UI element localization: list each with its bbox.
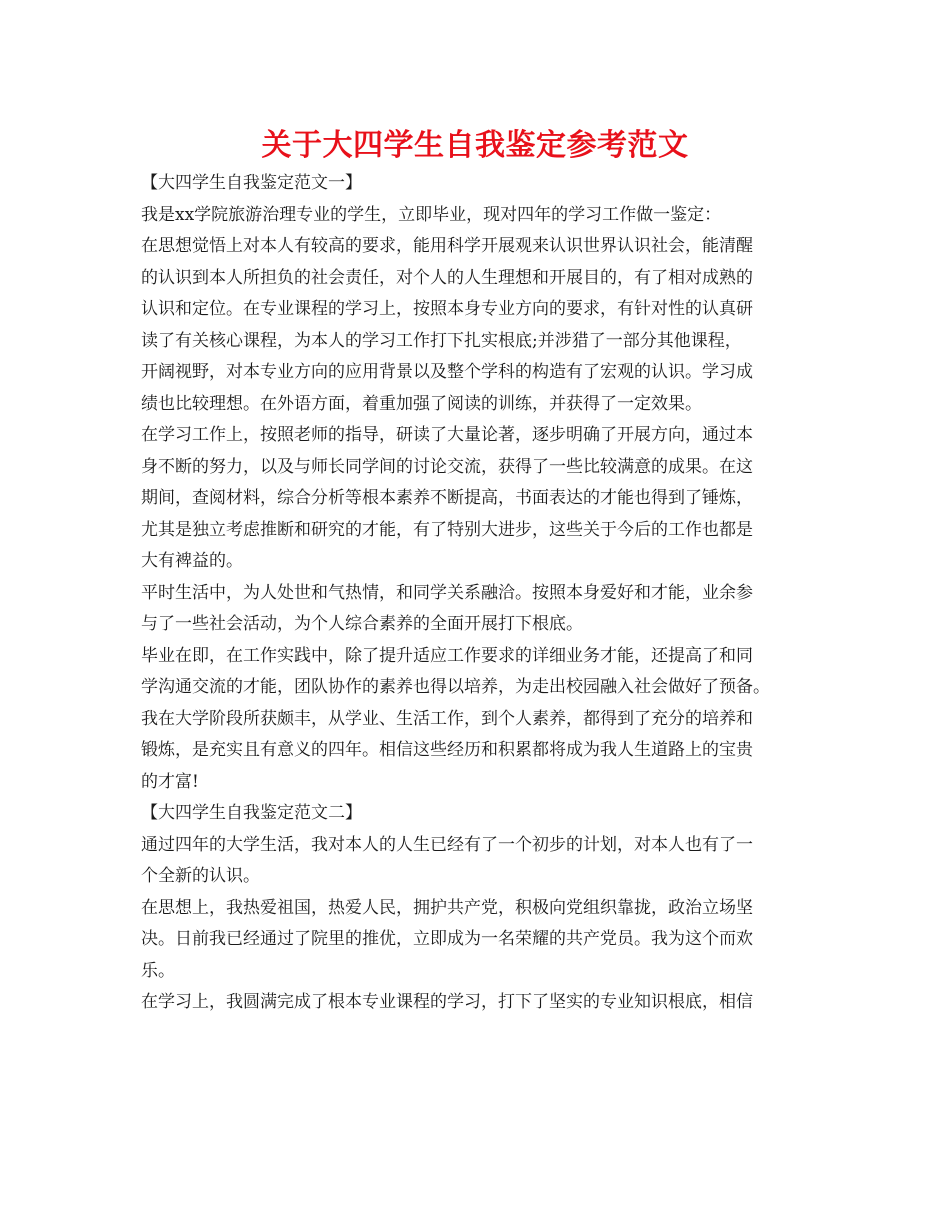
text-line: 平时生活中，为人处世和气热情，和同学关系融洽。按照本身爱好和才能，业余参 (141, 582, 753, 603)
section-heading-1: 【大四学生自我鉴定范文一】 (141, 173, 362, 193)
text-line: 期间，查阅材料，综合分析等根本素养不断提高，书面表达的才能也得到了锤炼， (141, 488, 753, 508)
text-line: 尤其是独立考虑推断和研究的才能，有了特别大进步，这些关于今后的工作也都是 (141, 519, 753, 540)
text-line: 我是xx学院旅游治理专业的学生，立即毕业，现对四年的学习工作做一鉴定： (141, 204, 722, 225)
text-line: 大有裨益的。 (141, 551, 243, 571)
document-body (141, 168, 813, 1019)
text-line: 绩也比较理想。在外语方面，着重加强了阅读的训练，并获得了一定效果。 (141, 393, 702, 414)
section-heading-2: 【大四学生自我鉴定范文二】 (141, 803, 362, 823)
text-line: 学沟通交流的才能，团队协作的素养也得以培养，为走出校园融入社会做好了预备。 (141, 677, 770, 697)
text-line: 的认识到本人所担负的社会责任，对个人的人生理想和开展目的，有了相对成熟的 (141, 267, 753, 288)
text-line: 认识和定位。在专业课程的学习上，按照本身专业方向的要求，有针对性的认真研 (141, 299, 753, 319)
text-line: 在学习上，我圆满完成了根本专业课程的学习，打下了坚实的专业知识根底，相信 (141, 992, 753, 1012)
text-line: 锻炼，是充实且有意义的四年。相信这些经历和积累都将成为我人生道路上的宝贵 (141, 740, 753, 760)
text-line: 在思想上，我热爱祖国，热爱人民，拥护共产党，积极向党组织靠拢，政治立场坚 (141, 897, 753, 918)
document-title: 关于大四学生自我鉴定参考范文 (261, 128, 689, 163)
text-line: 在思想觉悟上对本人有较高的要求，能用科学开展观来认识世界认识社会，能清醒 (141, 236, 753, 256)
text-line: 的才富! (141, 771, 199, 792)
text-line: 读了有关核心课程，为本人的学习工作打下扎实根底;并涉猎了一部分其他课程， (141, 330, 742, 351)
text-line: 决。日前我已经通过了院里的推优，立即成为一名荣耀的共产党员。我为这个而欢 (141, 929, 753, 949)
text-line: 在学习工作上，按照老师的指导，研读了大量论著，逐步明确了开展方向，通过本 (141, 425, 753, 445)
text-line: 乐。 (141, 960, 175, 981)
text-line: 身不断的努力，以及与师长同学间的讨论交流，获得了一些比较满意的成果。在这 (141, 456, 753, 477)
text-line: 开阔视野，对本专业方向的应用背景以及整个学科的构造有了宏观的认识。学习成 (141, 362, 753, 382)
text-line: 毕业在即，在工作实践中，除了提升适应工作要求的详细业务才能，还提高了和同 (141, 645, 753, 666)
text-line: 通过四年的大学生活，我对本人的人生已经有了一个初步的计划，对本人也有了一 (141, 834, 753, 855)
text-line: 我在大学阶段所获颇丰，从学业、生活工作，到个人素养，都得到了充分的培养和 (141, 708, 753, 729)
text-line: 个全新的认识。 (141, 866, 260, 886)
text-line: 与了一些社会活动，为个人综合素养的全面开展打下根底。 (141, 614, 583, 634)
